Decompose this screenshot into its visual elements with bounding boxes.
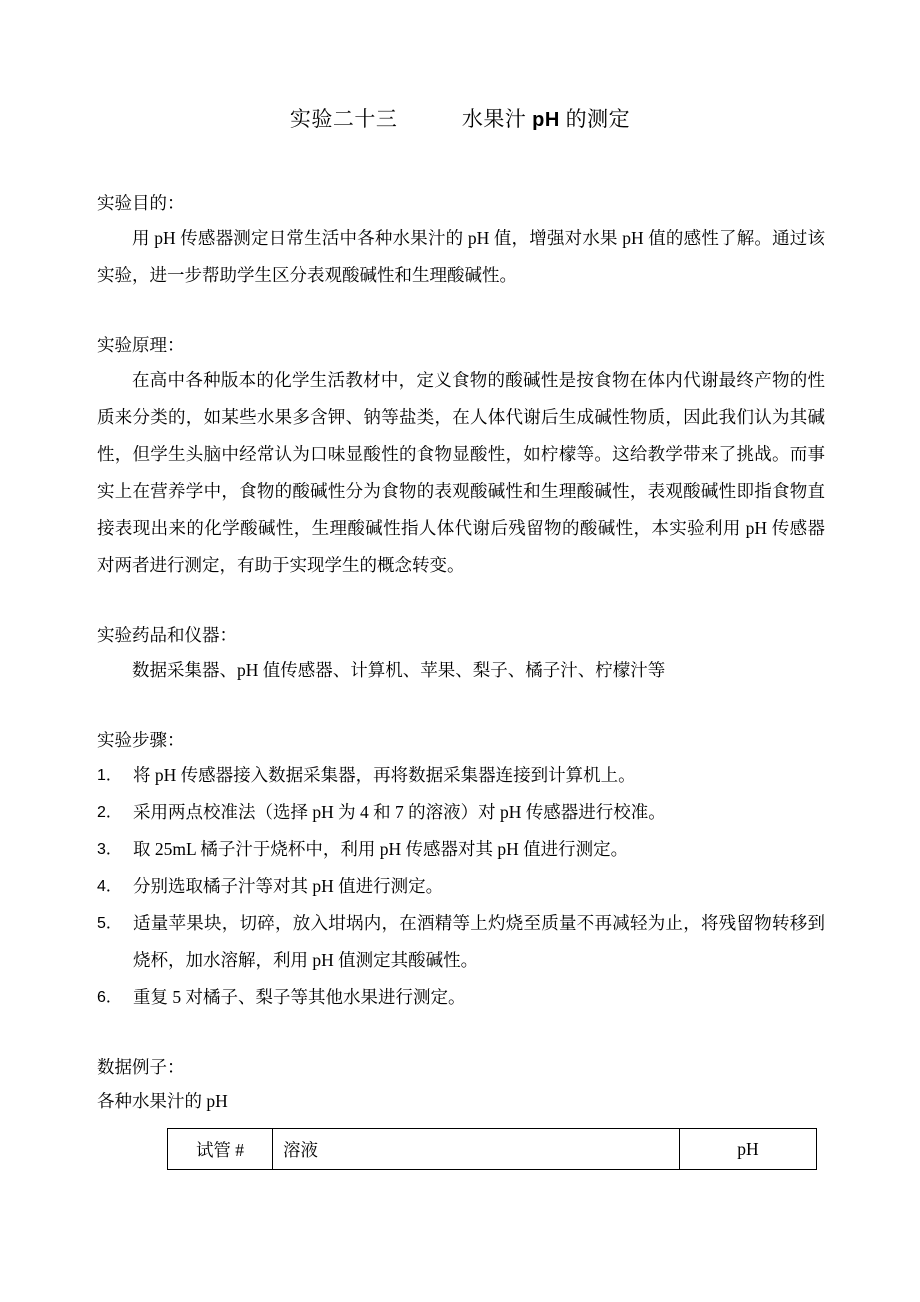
step-text: 重复 5 对橘子、梨子等其他水果进行测定。 (133, 987, 466, 1007)
list-item (97, 868, 825, 905)
section-subheading-fruit-ph: 各种水果汁的 pH (97, 1091, 228, 1111)
fruit-ph-table (167, 1128, 817, 1170)
table-header-tube: 试管 # (168, 1129, 273, 1170)
spacer (97, 689, 825, 723)
section-heading-steps: 实验步骤： (97, 730, 185, 750)
step-number: 2． (97, 804, 122, 821)
list-item (97, 905, 825, 979)
step-text: 分别选取橘子汁等对其 pH 值进行测定。 (133, 876, 444, 896)
spacer (97, 294, 825, 328)
step-number: 6． (97, 989, 122, 1006)
title-ph-label: pH (532, 109, 560, 131)
list-item (97, 831, 825, 868)
step-text: 适量苹果块，切碎，放入坩埚内，在酒精等上灼烧至质量不再减轻为止，将残留物转移到烧杯，加水溶解，利用 pH 值测定其酸碱性。 (133, 913, 825, 970)
step-number: 4． (97, 878, 122, 895)
section-text-purpose: 用 pH 传感器测定日常生活中各种水果汁的 pH 值，增强对水果 pH 值的感性了解。通过该实验，进一步帮助学生区分表观酸碱性和生理酸碱性。 (97, 228, 825, 285)
step-text: 采用两点校准法（选择 pH 为 4 和 7 的溶液）对 pH 传感器进行校准。 (133, 802, 666, 822)
title-main-post: 的测定 (559, 107, 631, 131)
list-item (97, 794, 825, 831)
table-header-ph: pH (680, 1129, 817, 1170)
section-heading-purpose: 实验目的： (97, 193, 185, 213)
section-heading-data-example: 数据例子： (97, 1057, 185, 1077)
spacer (97, 1016, 825, 1050)
document-body (97, 186, 825, 1118)
title-main-pre: 水果汁 (461, 107, 533, 131)
step-text: 取 25mL 橘子汁于烧杯中，利用 pH 传感器对其 pH 值进行测定。 (133, 839, 629, 859)
section-heading-principle: 实验原理： (97, 335, 185, 355)
steps-list (97, 757, 825, 1016)
section-text-principle: 在高中各种版本的化学生活教材中，定义食物的酸碱性是按食物在体内代谢最终产物的性质来分类的，如某些水果多含钾、钠等盐类，在人体代谢后生成碱性物质，因此我们认为其碱性，但学生头脑中经常认为口味显酸性的食物显酸性，如柠檬等。这给教学带来了挑战。而事实上在营养学中，食物的酸碱性分为食物的表观酸碱性和生理酸碱性，表观酸碱性即指食物直接表现出来的化学酸碱性，生理酸碱性指人体代谢后残留物的酸碱性，本实验利用 pH 传感器对两者进行测定，有助于实现学生的概念转变。 (97, 370, 825, 575)
spacer (97, 584, 825, 618)
title-spacer (397, 107, 462, 131)
table-row (168, 1129, 817, 1170)
title-prefix: 实验二十三 (289, 107, 398, 131)
fruit-ph-table-wrapper (167, 1128, 759, 1170)
section-heading-materials: 实验药品和仪器： (97, 625, 237, 645)
table-header-solution: 溶液 (273, 1129, 680, 1170)
step-number: 1． (97, 767, 122, 784)
page-title (0, 104, 920, 135)
list-item (97, 979, 825, 1016)
list-item (97, 757, 825, 794)
section-text-materials: 数据采集器、pH 值传感器、计算机、苹果、梨子、橘子汁、柠檬汁等 (132, 660, 666, 680)
step-text: 将 pH 传感器接入数据采集器，再将数据采集器连接到计算机上。 (133, 765, 636, 785)
step-number: 3． (97, 841, 122, 858)
step-number: 5． (97, 915, 122, 932)
